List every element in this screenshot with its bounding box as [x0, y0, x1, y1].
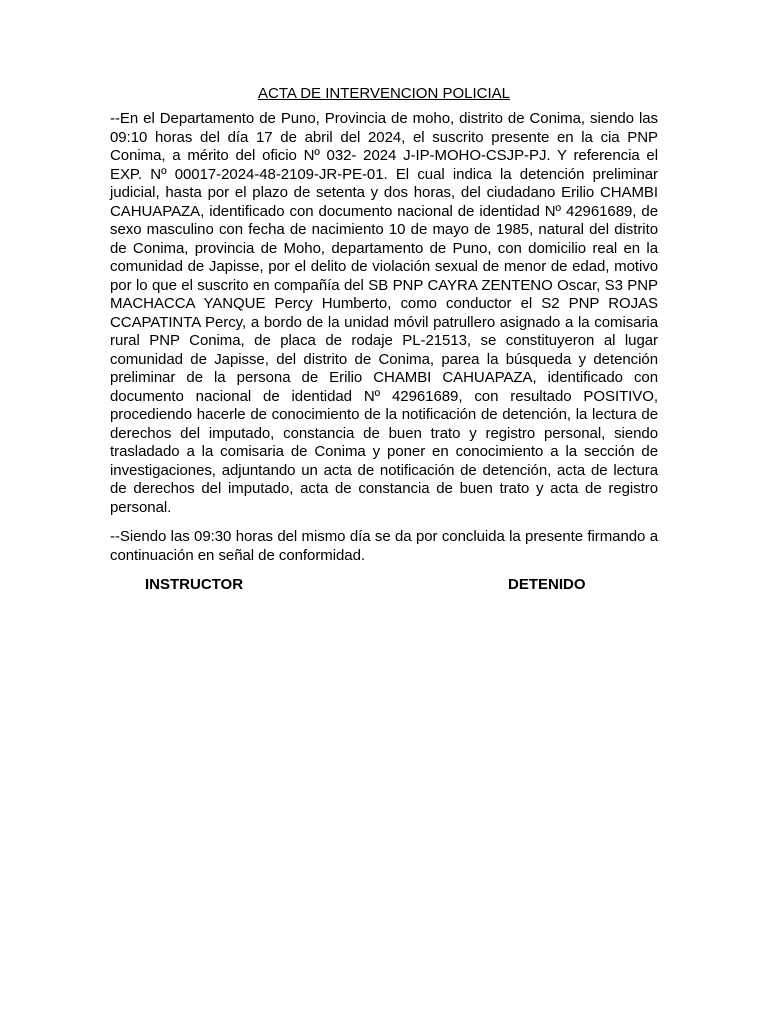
paragraph-intervention: --En el Departamento de Puno, Provincia de moho, distrito de Conima, siendo las 09:10 horas del día 17 de abril del 2024, el suscrito presente en la cia PNP Conima, a mérito del oficio Nº 032- 2024 J-IP-MOHO-CSJP-PJ. Y referencia el EXP. Nº 00017-2024-48-2109-JR-PE-01. El cual indica la detención preliminar judicial, hasta por el plazo de setenta y dos horas, del ciudadano Erilio CHAMBI CAHUAPAZA, identificado con documento nacional de identidad Nº 42961689, de sexo masculino con fecha de nacimiento 10 de mayo de 1985, natural del distrito de Conima, provincia de Moho, departamento de Puno, con domicilio real en la comunidad de Japisse, por el delito de violación sexual de menor de edad, motivo por lo que el suscrito en compañía del SB PNP CAYRA ZENTENO Oscar, S3 PNP MACHACCA YANQUE Percy Humberto, como conductor el S2 PNP ROJAS CCAPATINTA Percy, a bordo de la unidad móvil patrullero asignado a la comisaria rural PNP Conima, de placa de rodaje PL-21513, se constituyeron al lugar comunidad de Japisse, del distrito de Conima, parea la búsqueda y detención preliminar de la persona de Erilio CHAMBI CAHUAPAZA, identificado con documento nacional de identidad Nº 42961689, con resultado POSITIVO, procediendo hacerle de conocimiento de la notificación de detención, la lectura de derechos del imputado, constancia de buen trato y registro personal, siendo trasladado a la comisaria de Conima y poner en conocimiento a la sección de investigaciones, adjuntando un acta de notificación de detención, acta de lectura de derechos del imputado, acta de constancia de buen trato y acta de registro personal.	[110, 110, 658, 516]
signature-label-instructor: INSTRUCTOR	[145, 576, 244, 593]
signature-label-detenido: DETENIDO	[508, 576, 586, 593]
paragraph-conclusion: --Siendo las 09:30 horas del mismo día se da por concluida la presente firmando a continuación en señal de conformidad.	[110, 528, 658, 564]
signature-block	[110, 576, 658, 596]
document-title: ACTA DE INTERVENCION POLICIAL	[257, 85, 510, 102]
document-page	[110, 84, 658, 596]
